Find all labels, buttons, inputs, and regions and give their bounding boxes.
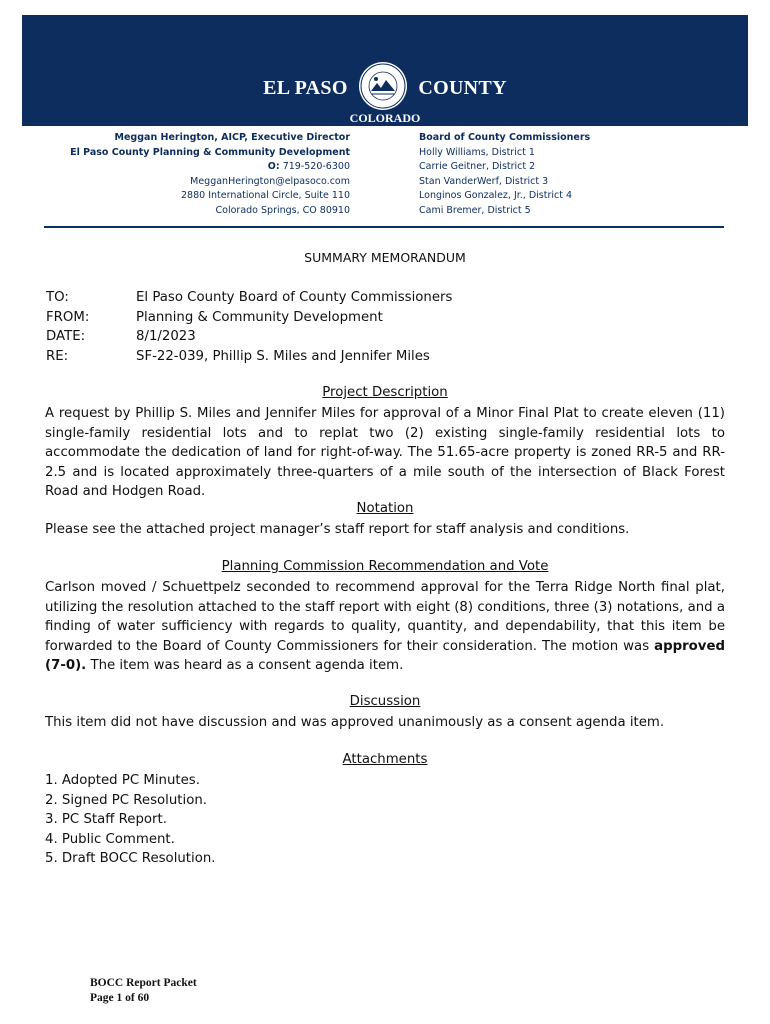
from-value: Planning & Community Development [136, 309, 383, 325]
footer-page-number: Page 1 of 60 [90, 992, 150, 1004]
page-footer [90, 976, 197, 1006]
county-wordmark [22, 63, 748, 113]
city-address: Colorado Springs, CO 80910 [215, 204, 350, 216]
pc-vote-result: approved (7-0). [45, 638, 725, 673]
re-value: SF-22-039, Phillip S. Miles and Jennifer Miles [136, 348, 430, 364]
department-name: El Paso County Planning & Community Development [70, 146, 350, 158]
phone-line [70, 160, 350, 175]
memo-title: SUMMARY MEMORANDUM [304, 250, 466, 265]
from-label: FROM: [46, 309, 90, 325]
pc-recommendation-heading: Planning Commission Recommendation and Vote [221, 559, 549, 574]
to-row [46, 288, 452, 308]
project-description-heading: Project Description [322, 385, 448, 400]
email-address: MegganHerington@elpasoco.com [190, 175, 350, 187]
commissioner-item: Carrie Geitner, District 2 [419, 161, 536, 172]
attachments-list [45, 771, 216, 869]
attachments-heading: Attachments [342, 752, 428, 767]
footer-packet-label: BOCC Report Packet [90, 977, 197, 989]
memo-header-fields [46, 288, 452, 366]
from-row [46, 308, 452, 328]
commissioner-item: Longinos Gonzalez, Jr., District 4 [419, 190, 573, 201]
discussion-heading: Discussion [349, 694, 421, 709]
phone-number: 719-520-6300 [282, 161, 350, 172]
commissioners-title: Board of County Commissioners [419, 132, 591, 143]
header-banner [22, 15, 748, 126]
commissioners-block [419, 131, 590, 218]
county-seal-icon [358, 61, 408, 111]
to-value: El Paso County Board of County Commissioners [136, 290, 453, 305]
state-label: COLORADO [349, 111, 421, 125]
attachment-item: 1. Adopted PC Minutes. [45, 773, 200, 788]
director-contact-block [70, 131, 350, 218]
notation-heading: Notation [356, 501, 414, 516]
attachment-item: 2. Signed PC Resolution. [45, 792, 207, 808]
commissioner-item: Holly Williams, District 1 [419, 146, 535, 158]
phone-label: O: [267, 161, 280, 172]
attachment-item: 5. Draft BOCC Resolution. [45, 851, 216, 866]
commissioner-item: Stan VanderWerf, District 3 [419, 175, 549, 187]
to-label: TO: [46, 290, 69, 305]
pc-text-part: Carlson moved / Schuettpelz seconded to recommend approval for the Terra Ridge North final plat, utilizing the resolution attached to the staff report with eight (8) conditions, three (3) notations, and a finding of water sufficiency with regards to quality, quantity, and dependability, that this item be forwarded to the Board of County Commissioners for their consideration. The motion was [45, 580, 725, 654]
director-name: Meggan Herington, AICP, Executive Director [114, 132, 350, 143]
re-row [46, 347, 452, 367]
pc-text-part: The item was heard as a consent agenda item. [86, 658, 404, 673]
discussion-text: This item did not have discussion and was approved unanimously as a consent agenda item. [45, 715, 665, 730]
commissioner-item: Cami Bremer, District 5 [419, 204, 531, 216]
date-row [46, 327, 452, 347]
header-divider [44, 226, 724, 228]
date-label: DATE: [46, 329, 86, 344]
pc-recommendation-text [45, 578, 725, 676]
project-description-text: A request by Phillip S. Miles and Jennifer Miles for approval of a Minor Final Plat to create eleven (11) single-family residential lots and to replat two (2) existing single-family residential lots to accommodate the dedication of land for right-of-way. The 51.65-acre property is zoned RR-5 and RR-2.5 and is located approximately three-quarters of a mile south of the intersection of Black Forest Road and Hodgen Road. [45, 406, 725, 499]
attachment-item: 3. PC Staff Report. [45, 812, 167, 827]
street-address: 2880 International Circle, Suite 110 [181, 190, 350, 201]
attachment-item: 4. Public Comment. [45, 831, 175, 847]
notation-text: Please see the attached project manager’s staff report for staff analysis and conditions. [45, 522, 630, 537]
org-name-second: COUNTY [418, 76, 507, 99]
org-name-first: EL PASO [263, 76, 348, 99]
date-value: 8/1/2023 [136, 329, 196, 344]
re-label: RE: [46, 348, 69, 364]
